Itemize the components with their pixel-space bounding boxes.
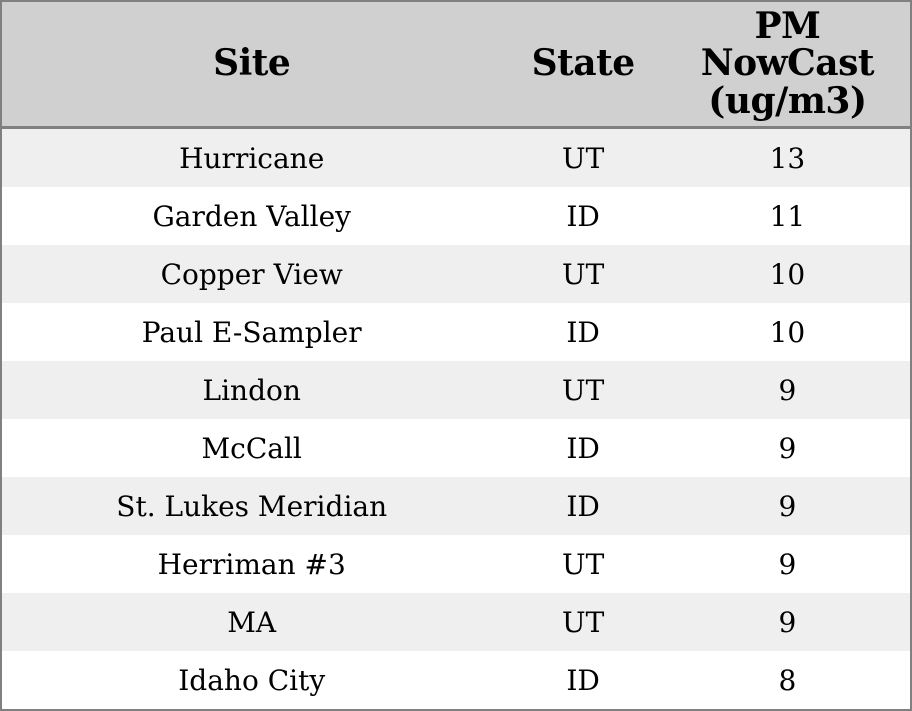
column-header-state-label: State	[531, 42, 635, 85]
table-row	[2, 593, 910, 651]
pm-nowcast-cell: 9	[665, 593, 910, 651]
pm-nowcast-table	[2, 2, 910, 709]
site-cell: McCall	[2, 419, 501, 477]
pm-nowcast-cell: 10	[665, 245, 910, 303]
pm-nowcast-cell: 11	[665, 187, 910, 245]
state-cell: UT	[501, 245, 664, 303]
pm-nowcast-cell: 9	[665, 535, 910, 593]
site-cell: MA	[2, 593, 501, 651]
table-row	[2, 477, 910, 535]
site-cell: Herriman #3	[2, 535, 501, 593]
state-cell: ID	[501, 303, 664, 361]
site-cell: Paul E-Sampler	[2, 303, 501, 361]
state-cell: ID	[501, 419, 664, 477]
state-cell: ID	[501, 651, 664, 709]
table-row	[2, 361, 910, 419]
pm-nowcast-cell: 9	[665, 361, 910, 419]
state-cell: UT	[501, 128, 664, 188]
table-row	[2, 187, 910, 245]
pm-nowcast-cell: 13	[665, 128, 910, 188]
table-row	[2, 419, 910, 477]
column-header-site	[2, 2, 501, 128]
state-cell: UT	[501, 535, 664, 593]
state-cell: ID	[501, 187, 664, 245]
site-cell: Idaho City	[2, 651, 501, 709]
table-row	[2, 128, 910, 188]
pm-nowcast-cell: 8	[665, 651, 910, 709]
column-header-pm-nowcast	[665, 2, 910, 128]
pm-nowcast-cell: 10	[665, 303, 910, 361]
pm-nowcast-cell: 9	[665, 419, 910, 477]
table-header-row	[2, 2, 910, 128]
site-cell: St. Lukes Meridian	[2, 477, 501, 535]
site-cell: Lindon	[2, 361, 501, 419]
site-cell: Hurricane	[2, 128, 501, 188]
column-header-site-label: Site	[213, 42, 291, 85]
table-row	[2, 303, 910, 361]
table-row	[2, 245, 910, 303]
site-cell: Copper View	[2, 245, 501, 303]
pm-nowcast-cell: 9	[665, 477, 910, 535]
state-cell: UT	[501, 593, 664, 651]
table-row	[2, 651, 910, 709]
column-header-pm-nowcast-label: PM NowCast (ug/m3)	[700, 4, 875, 122]
state-cell: ID	[501, 477, 664, 535]
state-cell: UT	[501, 361, 664, 419]
column-header-state	[501, 2, 664, 128]
table-row	[2, 535, 910, 593]
site-cell: Garden Valley	[2, 187, 501, 245]
